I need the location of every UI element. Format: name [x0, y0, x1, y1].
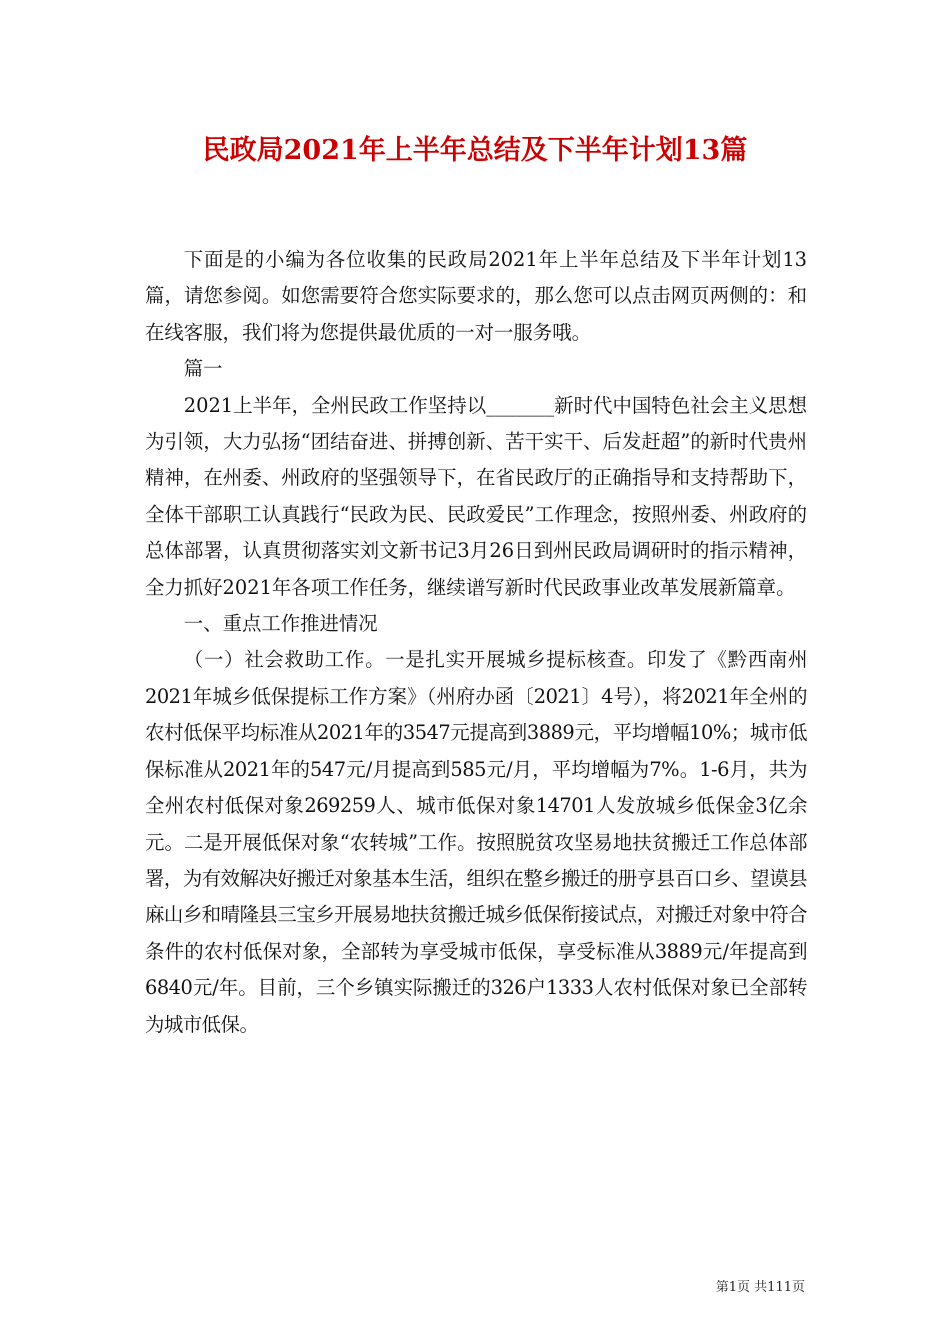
intro-paragraph: 下面是的小编为各位收集的民政局2021年上半年总结及下半年计划13篇，请您参阅。如您需要符合您实际要求的，那么您可以点击网页两侧的：和在线客服，我们将为您提供最优质的一对一服务哦。 — [145, 248, 807, 344]
body-paragraph: （一）社会救助工作。一是扎实开展城乡提标核查。印发了《黔西南州2021年城乡低保提标工作方案》（州府办函〔2021〕4号），将2021年全州的农村低保平均标准从2021年的3547元提高到3889元，平均增幅10%；城市低保标准从2021年的547元/月提高到585元/月，平均增幅为7%。1-6月，共为全州农村低保对象269259人、城市低保对象14701人发放城乡低保金3亿余元。二是开展低保对象“农转城”工作。按照脱贫攻坚易地扶贫搬迁工作总体部署，为有效解决好搬迁对象基本生活，组织在整乡搬迁的册亨县百口乡、望谟县麻山乡和晴隆县三宝乡开展易地扶贫搬迁城乡低保衔接试点，对搬迁对象中符合条件的农村低保对象，全部转为享受城市低保，享受标准从3889元/年提高到6840元/年。目前，三个乡镇实际搬迁的326户1333人农村低保对象已全部转为城市低保。 — [145, 648, 807, 1036]
body-paragraph: 2021上半年，全州民政工作坚持以_______新时代中国特色社会主义思想为引领，大力弘扬“团结奋进、拼搏创新、苦干实干、后发赶超”的新时代贵州精神，在州委、州政府的坚强领导下，在省民政厅的正确指导和支持帮助下，全体干部职工认真践行“民政为民、民政爱民”工作理念，按照州委、州政府的总体部署，认真贯彻落实刘文新书记3月26日到州民政局调研时的指示精神，全力抓好2021年各项工作任务，继续谱写新时代民政事业改革发展新篇章。 — [145, 393, 807, 599]
page-number: 第1页 共111页 — [715, 1280, 805, 1295]
document-title: 民政局2021年上半年总结及下半年计划13篇 — [202, 135, 748, 166]
section-label: 篇一 — [183, 357, 223, 381]
document-body — [145, 242, 807, 1043]
section-heading: 一、重点工作推进情况 — [183, 612, 378, 636]
